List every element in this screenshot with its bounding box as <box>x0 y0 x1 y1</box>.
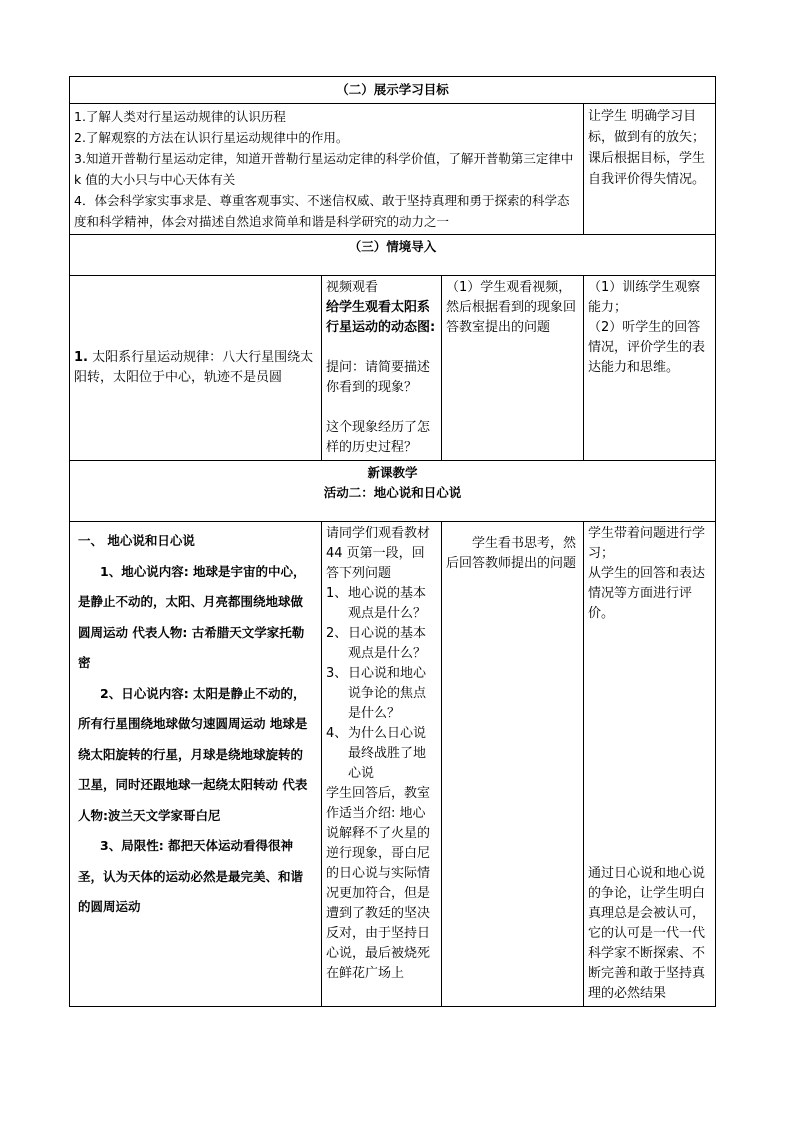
section2-header-row <box>70 77 716 104</box>
teacher-reading-intro: 请同学们观看教材 44 页第一段，回答下列问题 <box>326 526 431 581</box>
section2-title: （二）展示学习目标 <box>70 77 716 104</box>
situation-number: 1. <box>74 350 88 365</box>
new-lesson-header <box>70 461 716 522</box>
section3-header-row <box>70 235 716 276</box>
situation-intent-cell <box>584 276 716 461</box>
activity2-content-row <box>70 522 716 1007</box>
geocentric-content: 1、地心说内容: 地球是宇宙的中心，是静止不动的，太阳、月亮都围绕地球做圆周运动 代表人物: 古希腊天文学家托勒密 <box>78 563 306 670</box>
question-number: 3、 <box>326 666 348 681</box>
teacher-video-desc: 给学生观看太阳系行星运动的动态图: <box>326 300 436 335</box>
question-item <box>326 584 437 624</box>
section3-content-row <box>70 276 716 461</box>
teacher-question-1: 提问：请简要描述你看到的现象？ <box>326 360 431 395</box>
section2-content-row <box>70 104 716 235</box>
activity2-content-cell <box>70 522 322 1007</box>
goals-intent-cell <box>584 104 716 235</box>
goal-3: 3.知道开普勒行星运动定律，知道开普勒行星运动定律的科学价值，了解开普勒第三定律中 k 值的大小只与中心天体有关 <box>74 151 574 187</box>
goal-4: 4．体会科学家实事求是、尊重客观事实、不迷信权威、敢于坚持真理和勇于探索的科学态度和科学精神，体会对描述自然追求简单和谐是科学研究的动力之一 <box>74 193 570 229</box>
limitation-content: 3、局限性: 都把天体运动看得很神圣，认为天体的运动必然是最完美、和谐的圆周运动 <box>78 838 304 914</box>
question-item <box>326 624 437 664</box>
new-lesson-subtitle: 活动二：地心说和日心说 <box>323 485 462 500</box>
new-lesson-title: 新课教学 <box>367 465 418 480</box>
new-lesson-header-row <box>70 461 716 522</box>
goal-1: 1.了解人类对行星运动规律的认识历程 <box>74 109 286 124</box>
activity2-intent-cell <box>584 522 716 1007</box>
section3-title: （三）情境导入 <box>70 235 716 276</box>
activity2-student-activity: 学生看书思考，然后回答教师提出的问题 <box>446 536 577 571</box>
goal-2: 2.了解观察的方法在认识行星运动规律中的作用。 <box>74 130 349 145</box>
activity2-teacher-cell <box>322 522 442 1007</box>
activity2-heading: 一、 地心说和日心说 <box>78 533 195 548</box>
heliocentric-content: 2、日心说内容: 太阳是静止不动的，所有行星围绕地球做匀速圆周运动 地球是绕太阳旋转的行星，月球是绕地球旋转的卫星，同时还跟地球一起绕太阳转动 代表人物:波兰天文学家哥白尼 <box>78 685 308 823</box>
lesson-plan-table <box>69 76 716 1007</box>
question-number: 4、 <box>326 726 348 741</box>
situation-content: 太阳系行星运动规律：八大行星围绕太阳转，太阳位于中心，轨迹不是员圆 <box>74 350 314 385</box>
goals-intent-2: 课后根据目标，学生自我评价得失情况。 <box>588 151 706 187</box>
situation-student-cell <box>442 276 584 461</box>
situation-content-cell <box>70 276 322 461</box>
learning-goals-cell <box>70 104 584 235</box>
question-text: 日心说的基本观点是什么？ <box>348 626 427 661</box>
question-number: 2、 <box>326 626 348 641</box>
question-text: 日心说和地心说争论的焦点是什么？ <box>348 666 427 721</box>
spacer <box>326 398 437 418</box>
question-item <box>326 664 437 724</box>
teacher-explanation: 学生回答后，教室作适当介绍: 地心说解释不了火星的逆行现象，哥白尼的日心说与实际情况更加符合，但是遭到了教廷的坚决反对，由于坚持日心说，最后被烧死在鲜花广场上 <box>326 786 431 981</box>
activity2-intent-2: 从学生的回答和表达情况等方面进行评价。 <box>588 566 706 621</box>
situation-intent-1: （1）训练学生观察能力； <box>588 280 701 315</box>
situation-teacher-cell <box>322 276 442 461</box>
question-text: 地心说的基本观点是什么？ <box>348 586 427 621</box>
question-number: 1、 <box>326 586 348 601</box>
spacer <box>326 338 437 358</box>
situation-intent-2: （2）听学生的回答情况，评价学生的表达能力和思维。 <box>588 320 706 375</box>
activity2-intent-3: 通过日心说和地心说的争论，让学生明白真理总是会被认可，它的认可是一代一代科学家不断探索、不断完善和敢于坚持真理的必然结果 <box>588 866 706 1001</box>
question-item <box>326 724 437 784</box>
teacher-question-2: 这个现象经历了怎样的历史过程？ <box>326 420 431 455</box>
activity2-student-cell <box>442 522 584 1007</box>
teacher-video-label: 视频观看 <box>326 280 379 295</box>
question-text: 为什么日心说最终战胜了地心说 <box>348 726 427 781</box>
goals-intent-1: 让学生 明确学习目标，做到有的放矢； <box>588 109 706 145</box>
situation-student-activity: （1）学生观看视频，然后根据看到的现象回答教室提出的问题 <box>446 280 577 335</box>
activity2-intent-1: 学生带着问题进行学习； <box>588 526 706 561</box>
